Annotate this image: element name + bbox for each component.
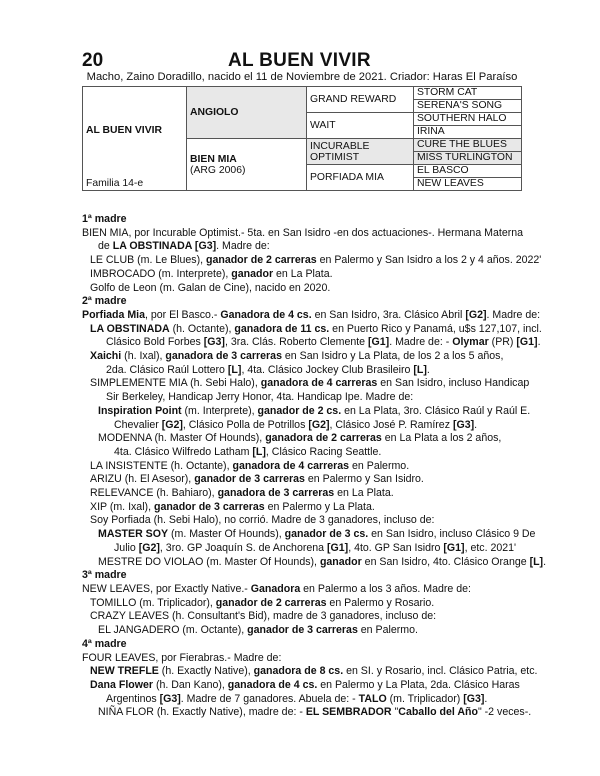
horse-title: AL BUEN VIVIR [228, 50, 371, 71]
bold-text: ganadora de 2 carreras [265, 432, 382, 445]
text-run: (h. Exactly Native), [158, 665, 254, 678]
text-run: , 3ro. GP Joaquín S. de Anchorena [159, 541, 327, 554]
text-run: en La Plata, 3ro. Clásico Raúl y Raúl E. [341, 404, 531, 417]
text-line [82, 350, 542, 364]
bold-text: [L] [227, 363, 242, 376]
bold-text: ganador de 3 carreras [247, 624, 358, 637]
pedigree-great-grandparent: SERENA'S SONG [414, 100, 522, 113]
bold-text: [L] [252, 445, 266, 458]
bold-text: ganador [231, 267, 274, 280]
bold-text: [G2] [465, 308, 487, 321]
text-run: en San Isidro y La Plata, de los 2 a los 5 años, [281, 350, 504, 363]
text-run: Soy Porfiada (h. Sebi Halo), no corrió. Madre de 3 ganadores, incluso de: [90, 514, 435, 527]
text-run: (h. Dan Kano), [153, 678, 228, 691]
text-run: (h. Ixal), [121, 350, 166, 363]
text-run: en Palermo y La Plata, 2da. Clásico Haras [317, 678, 520, 691]
text-run: MESTRE DO VIOLAO (m. Master Of Hounds), [98, 555, 320, 568]
text-run: Argentinos [106, 692, 160, 705]
text-line [82, 336, 542, 350]
text-run: en Palermo. [357, 624, 418, 637]
text-run: 2da. Clásico Raúl Lottero [106, 363, 228, 376]
text-line [82, 364, 542, 378]
bold-text: Caballo del Año [398, 706, 478, 719]
text-run: 4ta. Clásico Wilfredo Latham [114, 445, 253, 458]
bold-text: [G1] [443, 541, 465, 554]
bold-text: ganadora de 3 carreras [217, 487, 335, 500]
pedigree-great-grandparent: SOUTHERN HALO [414, 113, 522, 126]
bold-text: Dana Flower [90, 678, 153, 691]
text-run: FOUR LEAVES, por Fierabras.- Madre de: [82, 651, 282, 664]
text-run: de [98, 240, 113, 253]
horse-subtitle: Macho, Zaino Doradillo, nacido el 11 de Noviembre de 2021. Criador: Haras El Paraíso [86, 71, 518, 83]
bold-text: MASTER SOY [98, 528, 169, 541]
text-run: en La Plata. [273, 267, 333, 280]
text-run: Clásico Bold Forbes [106, 336, 204, 349]
section-heading [82, 295, 542, 309]
bold-text: [G1] [516, 336, 538, 349]
text-run: en San Isidro, 4to. Clásico Orange [361, 555, 530, 568]
bold-text: ganador de 3 carreras [194, 473, 305, 486]
text-run: en San Isidro, incluso Clásico 9 De [368, 528, 536, 541]
text-run: en Palermo y Rosario. [326, 596, 435, 609]
text-run: , Clásico Racing Seattle. [265, 445, 382, 458]
text-line [82, 528, 542, 542]
text-line [82, 254, 542, 268]
text-run: , Clásico Polla de Potrillos [182, 418, 309, 431]
bold-text: ganador de 3 carreras [153, 500, 265, 513]
text-run: . Madre de: [486, 308, 541, 321]
text-run: (PR) [488, 336, 517, 349]
bold-text: 2ª madre [82, 295, 127, 308]
text-run: en Palermo y San Isidro a los 2 y 4 años. 2022' [316, 254, 542, 267]
text-run: . Madre de: [216, 240, 270, 253]
bold-text: [L] [413, 363, 427, 376]
text-line [82, 377, 542, 391]
pedigree-great-grandparent: NEW LEAVES [414, 178, 522, 191]
text-run: LE CLUB (m. Le Blues), [90, 254, 206, 267]
pedigree-grandparent: PORFIADA MIA [307, 165, 414, 191]
pedigree-great-grandparent: MISS TURLINGTON [414, 152, 522, 165]
bold-text: [G3] [203, 336, 225, 349]
text-run: Sir Berkeley, Handicap Jerry Honor, 4ta. Handicap Ipe. Madre de: [106, 391, 414, 404]
text-line [82, 501, 542, 515]
bold-text: TALO [358, 692, 387, 705]
pedigree-dam-note: (ARG 2006) [190, 164, 246, 176]
text-line [82, 460, 542, 474]
pedigree-dam: BIEN MIA [190, 153, 237, 165]
bold-text: Ganadora de 4 cs. [220, 308, 312, 321]
bold-text: EL SEMBRADOR [305, 706, 392, 719]
text-line [82, 514, 542, 528]
pedigree-great-grandparent: STORM CAT [414, 87, 522, 100]
section-heading [82, 569, 542, 583]
bold-text: LA OBSTINADA [G3] [112, 240, 217, 253]
text-run: . [474, 418, 478, 431]
text-line [82, 419, 542, 433]
text-run: NIÑA FLOR (h. Exactly Native), madre de: - [98, 706, 306, 719]
text-run: . Madre de 7 ganadores. Abuela de: - [180, 692, 359, 705]
pedigree-horse-cell [83, 87, 187, 191]
text-run: CRAZY LEAVES (h. Consultant's Bid), madre de 3 ganadores, incluso de: [90, 610, 437, 623]
text-run: (m. Interprete), [181, 404, 258, 417]
text-run: BIEN MIA, por Incurable Optimist.- 5ta. en San Isidro -en dos actuaciones-. Hermana Materna [82, 226, 524, 239]
bold-text: ganador de 3 cs. [284, 528, 369, 541]
text-run: . [426, 363, 430, 376]
pedigree-grandparent: INCURABLE OPTIMIST [307, 139, 414, 165]
text-line [82, 268, 542, 282]
section-heading [82, 638, 542, 652]
text-run: , por El Basco.- [145, 308, 221, 321]
bold-text: Ganadora [250, 582, 301, 595]
produce-record [82, 213, 547, 720]
pedigree-great-grandparent: IRINA [414, 126, 522, 139]
text-line [82, 706, 542, 720]
pedigree-table [82, 86, 522, 191]
text-run: en Palermo y La Plata. [264, 500, 375, 513]
pedigree-grandparent: GRAND REWARD [307, 87, 414, 113]
text-line [82, 665, 542, 679]
text-run: en Puerto Rico y Panamá, u$s 127,107, incl. [329, 322, 542, 335]
text-run: Chevalier [114, 418, 162, 431]
text-line [82, 473, 542, 487]
text-run: RELEVANCE (h. Bahiaro), [90, 487, 218, 500]
text-run: en Palermo y San Isidro. [304, 473, 424, 486]
bold-text: ganador de 2 carreras [205, 254, 317, 267]
text-line [82, 227, 542, 241]
bold-text: ganador de 2 cs. [257, 404, 342, 417]
bold-text: [G3] [463, 692, 485, 705]
bold-text: [L] [529, 555, 544, 568]
bold-text: [G1] [327, 541, 349, 554]
text-run: ARIZU (h. El Asesor), [90, 473, 195, 486]
text-run: Julio [114, 541, 139, 554]
lot-number: 20 [82, 50, 104, 71]
text-run: EL JANGADERO (m. Octante), [98, 624, 248, 637]
bold-text: [G2] [308, 418, 330, 431]
pedigree-grandparent: WAIT [307, 113, 414, 139]
text-line [82, 652, 542, 666]
text-line [82, 405, 542, 419]
bold-text: ganadora de 4 carreras [260, 377, 378, 390]
bold-text: [G2] [161, 418, 183, 431]
bold-text: ganadora de 3 carreras [165, 350, 282, 363]
text-run: SIMPLEMENTE MIA (h. Sebi Halo), [90, 377, 261, 390]
text-line [82, 391, 542, 405]
text-run: , 4to. GP San Isidro [348, 541, 444, 554]
text-run: en Palermo. [349, 459, 410, 472]
bold-text: ganador de 2 carreras [215, 596, 327, 609]
bold-text: [G2] [138, 541, 160, 554]
text-run: LA INSISTENTE (h. Octante), [90, 459, 233, 472]
bold-text: ganadora de 11 cs. [234, 322, 330, 335]
bold-text: Xaichi [90, 350, 122, 363]
bold-text: Olymar [452, 336, 489, 349]
text-run: en SI. y Rosario, incl. Clásico Patria, etc. [343, 665, 538, 678]
bold-text: Inspiration Point [98, 404, 182, 417]
text-line [82, 446, 542, 460]
text-run: , Clásico José P. Ramírez [329, 418, 453, 431]
text-run: (m. Master Of Hounds), [168, 528, 285, 541]
pedigree-dam-cell [187, 139, 307, 191]
bold-text: 1ª madre [82, 213, 127, 225]
text-line [82, 487, 542, 501]
bold-text: ganadora de 4 carreras [232, 459, 350, 472]
text-run: en Palermo a los 3 años. Madre de: [300, 582, 471, 595]
text-line [82, 240, 542, 254]
text-run: . [543, 555, 547, 568]
text-line [82, 542, 542, 556]
text-line [82, 432, 542, 446]
text-run: , etc. 2021' [464, 541, 517, 554]
text-run: en La Plata a los 2 años, [381, 432, 502, 445]
text-run: . [484, 692, 488, 705]
text-run: TOMILLO (m. Triplicador), [90, 596, 216, 609]
text-line [82, 679, 542, 693]
bold-text: 4ª madre [82, 637, 127, 650]
text-run: en San Isidro, 3ra. Clásico Abril [311, 308, 466, 321]
text-line [82, 597, 542, 611]
text-run: . [537, 336, 541, 349]
bold-text: [G3] [159, 692, 181, 705]
text-run: en San Isidro, incluso Handicap [377, 377, 530, 390]
text-run: " [391, 706, 399, 719]
text-run: " -2 veces-. [477, 706, 532, 719]
text-run: , 4ta. Clásico Jockey Club Brasileiro [241, 363, 414, 376]
bold-text: ganadora de 4 cs. [227, 678, 318, 691]
text-line [82, 610, 542, 624]
bold-text: 3ª madre [82, 569, 127, 582]
text-run: , 3ra. Clás. Roberto Clemente [224, 336, 369, 349]
text-run: (m. Triplicador) [386, 692, 464, 705]
text-run: en La Plata. [334, 487, 394, 500]
text-run: Golfo de Leon (m. Galan de Cine), nacido en 2020. [90, 281, 331, 294]
text-line [82, 323, 542, 337]
text-line [82, 282, 542, 296]
bold-text: ganadora de 8 cs. [253, 665, 344, 678]
pedigree-family: Familia 14-e [86, 178, 144, 189]
text-run: IMBROCADO (m. Interprete), [90, 267, 232, 280]
pedigree-sire: ANGIOLO [187, 87, 307, 139]
text-line [82, 624, 542, 638]
pedigree-great-grandparent: EL BASCO [414, 165, 522, 178]
pedigree-great-grandparent: CURE THE BLUES [414, 139, 522, 152]
bold-text: ganador [319, 555, 362, 568]
text-run: . Madre de: - [389, 336, 453, 349]
section-heading [82, 213, 542, 227]
text-run: NEW LEAVES, por Exactly Native.- [82, 582, 251, 595]
bold-text: NEW TREFLE [90, 665, 159, 678]
pedigree-horse-name: AL BUEN VIVIR [86, 125, 163, 136]
bold-text: [G3] [452, 418, 475, 431]
text-line [82, 693, 542, 707]
text-run: XIP (m. Ixal), [90, 500, 154, 513]
text-run: MODENNA (h. Master Of Hounds), [98, 432, 266, 445]
text-run: (h. Octante), [169, 322, 235, 335]
bold-text: Porfiada Mia [82, 308, 145, 321]
text-line [82, 583, 542, 597]
text-line [82, 309, 542, 323]
bold-text: LA OBSTINADA [90, 322, 170, 335]
bold-text: [G1] [368, 336, 390, 349]
text-line [82, 555, 547, 570]
